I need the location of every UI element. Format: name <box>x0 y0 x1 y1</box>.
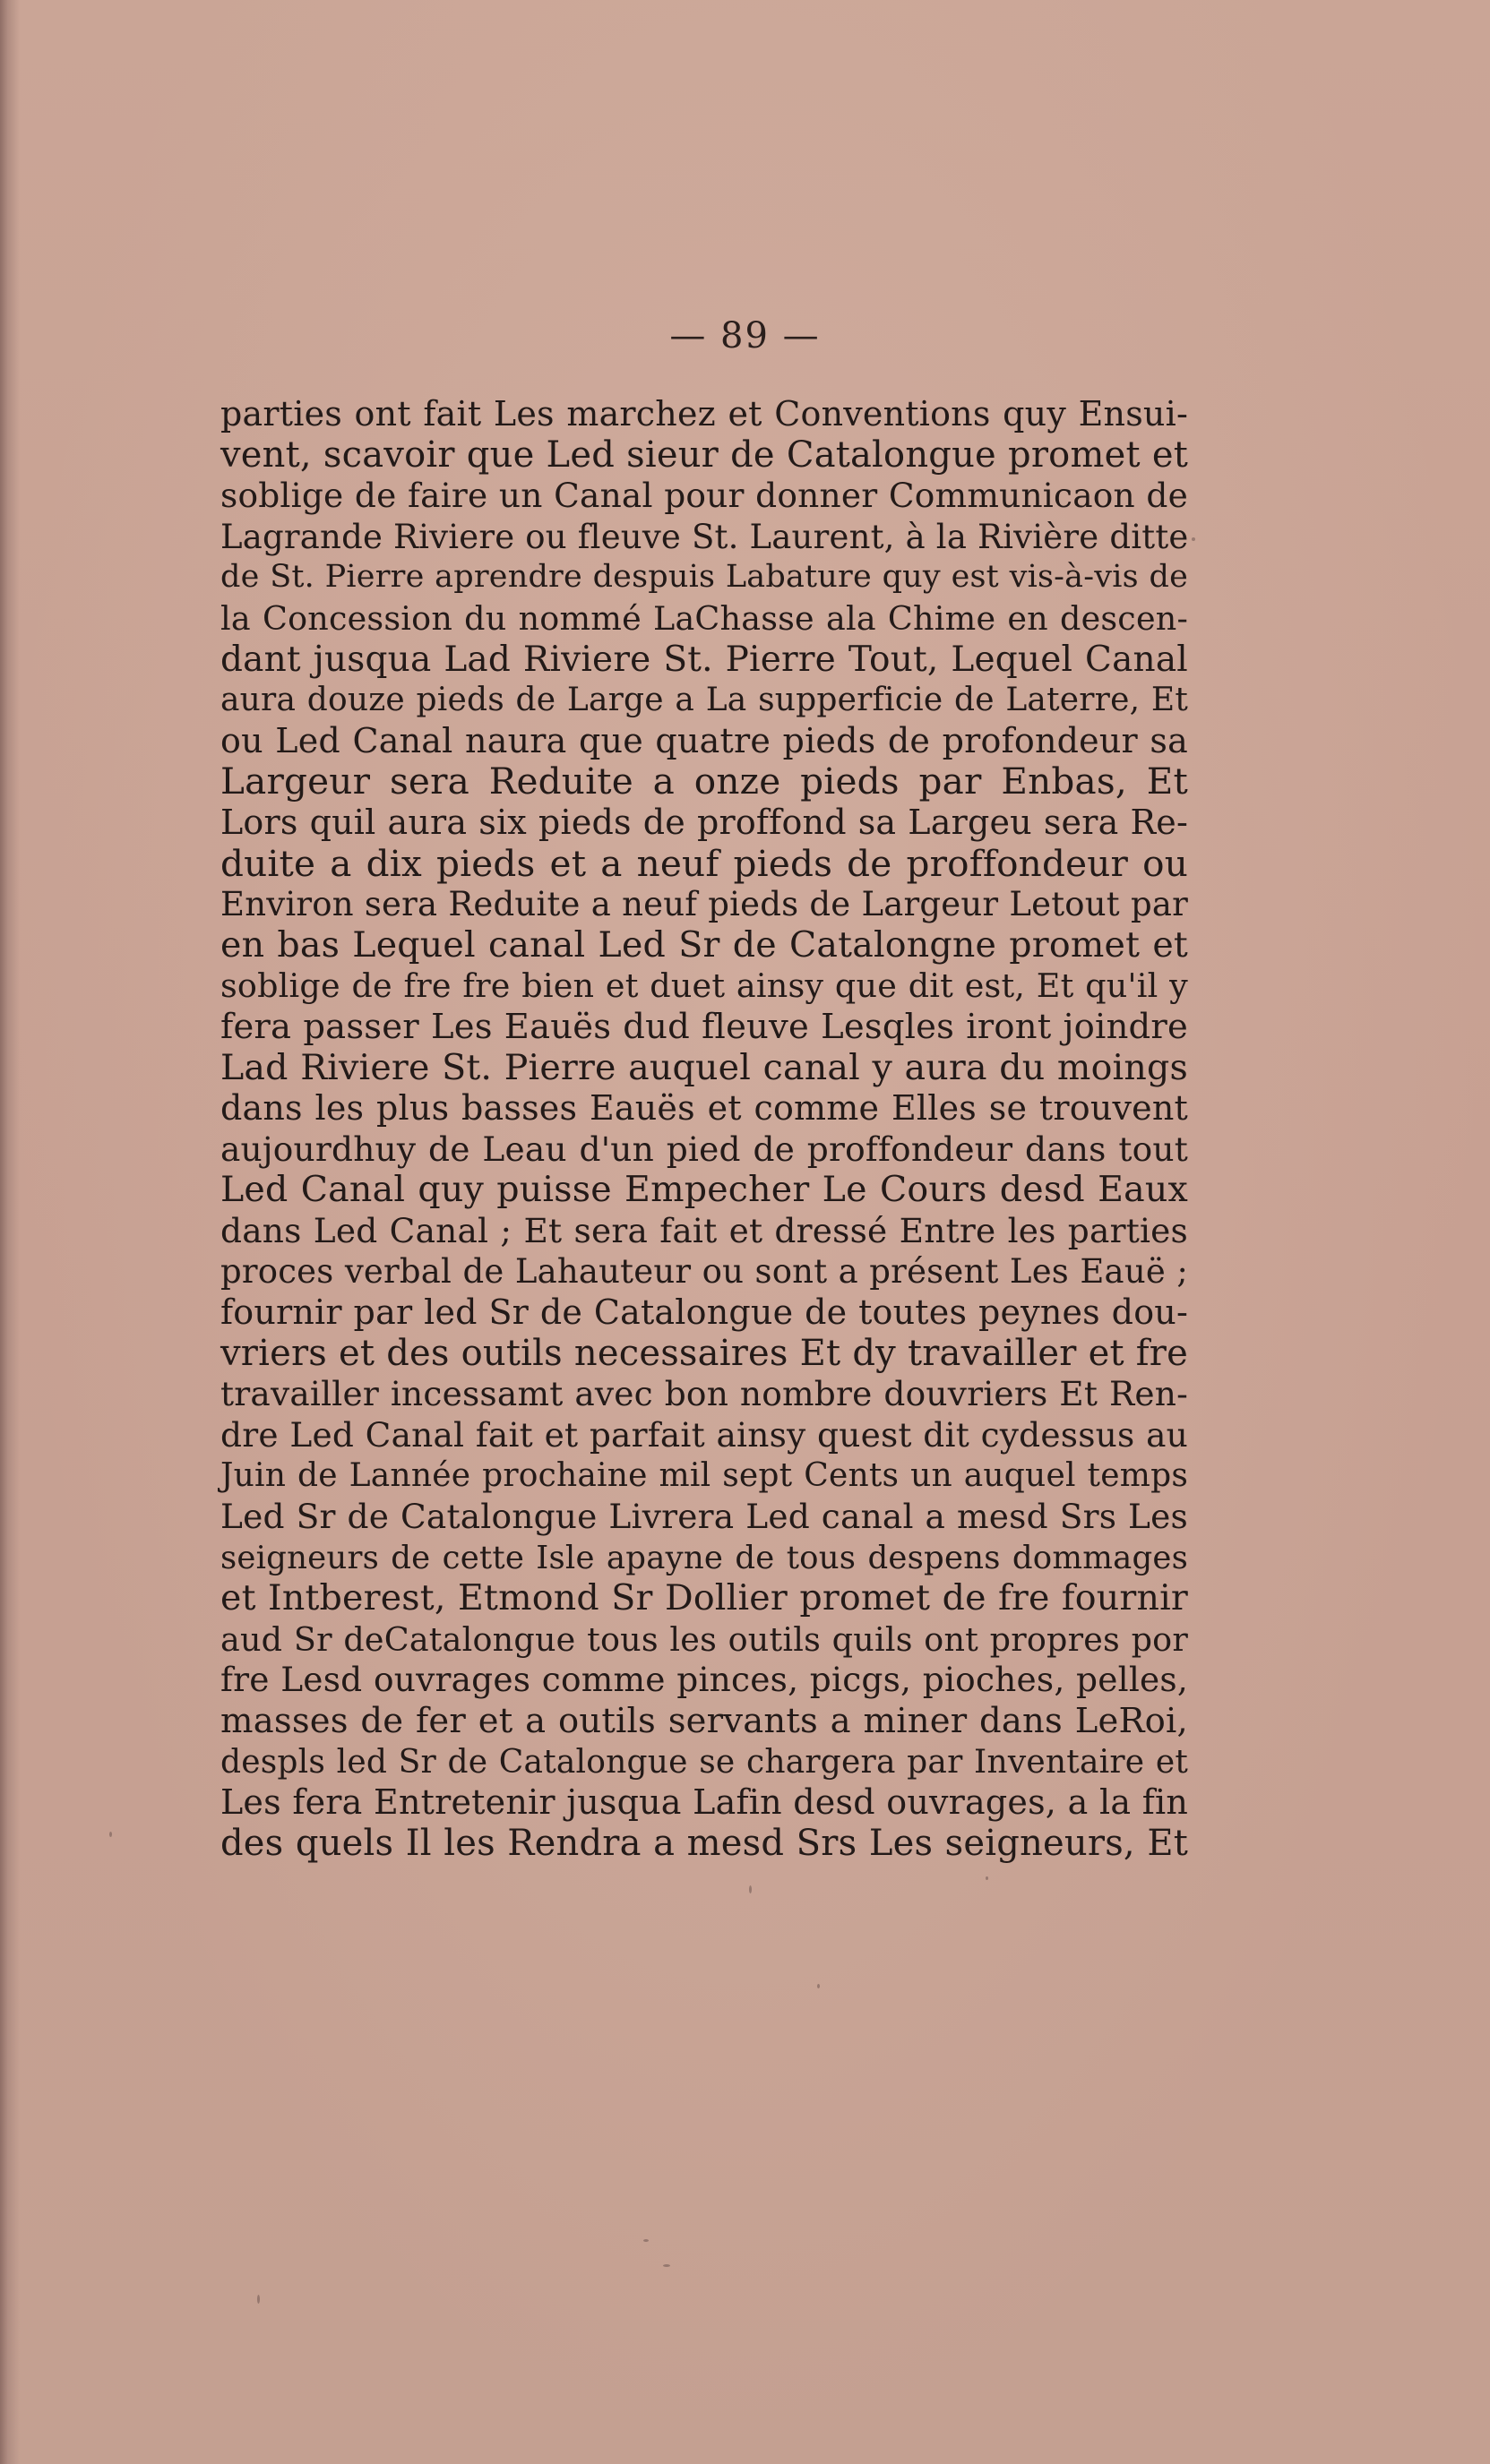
text-line: aud Sr deCatalongue tous les outils quils ont propres por <box>220 1619 1188 1659</box>
text-line: ou Led Canal naura que quatre pieds de profondeur sa <box>220 720 1188 760</box>
text-line: despls led Sr de Catalongue se chargera par Inventaire et <box>220 1743 1188 1781</box>
paper-speck <box>663 2264 670 2267</box>
paper-speck <box>749 1885 752 1893</box>
text-line: aura douze pieds de Large a La supperficie de Laterre, Et <box>220 682 1188 719</box>
text-line: Environ sera Reduite a neuf pieds de Largeur Letout par <box>220 885 1188 924</box>
text-line: dant jusqua Lad Riviere St. Pierre Tout, Lequel Canal <box>220 639 1188 680</box>
text-line: dre Led Canal fait et parfait ainsy quest dit cydessus au <box>220 1414 1188 1455</box>
text-line: des quels Il les Rendra a mesd Srs Les seigneurs, Et <box>220 1822 1188 1864</box>
text-line: fre Lesd ouvrages comme pinces, picgs, pioches, pelles, <box>220 1660 1188 1700</box>
text-line: seigneurs de cette Isle apayne de tous despens dommages <box>220 1539 1188 1576</box>
text-line: fera passer Les Eauës dud fleuve Lesqles iront joindre <box>220 1006 1188 1047</box>
paper-speck <box>643 2239 649 2242</box>
text-line: et Intberest, Etmond Sr Dollier promet de fre fournir <box>220 1577 1188 1619</box>
text-line: aujourdhuy de Leau d'un pied de proffondeur dans tout <box>220 1129 1188 1169</box>
text-line: dans Led Canal ; Et sera fait et dressé Entre les parties <box>220 1210 1188 1250</box>
text-line: Lors quil aura six pieds de proffond sa Largeu sera Re- <box>220 802 1188 842</box>
text-line: vent, scavoir que Led sieur de Catalongue promet et <box>220 434 1188 476</box>
text-line: soblige de fre fre bien et duet ainsy que dit est, Et qu'il y <box>220 966 1188 1006</box>
text-line: duite a dix pieds et a neuf pieds de proffondeur ou <box>220 841 1188 885</box>
text-line: Juin de Lannée prochaine mil sept Cents un auquel temps <box>220 1457 1188 1495</box>
text-line: vriers et des outils necessaires Et dy travailler et fre <box>220 1332 1188 1374</box>
text-line: en bas Lequel canal Led Sr de Catalongne promet et <box>220 923 1188 966</box>
paper-speck <box>1192 537 1195 541</box>
page-binding-edge <box>0 0 20 2464</box>
text-line: Les fera Entretenir jusqua Lafin desd ouvrages, a la fin <box>220 1782 1188 1823</box>
text-line: dans les plus basses Eauës et comme Elles se trouvent <box>220 1088 1188 1129</box>
text-line: Lagrande Riviere ou fleuve St. Laurent, à la Rivière ditte <box>220 517 1189 556</box>
text-line: masses de fer et a outils servants a miner dans LeRoi, <box>220 1701 1188 1741</box>
text-line: Lad Riviere St. Pierre auquel canal y aura du moings <box>220 1046 1188 1088</box>
paper-speck <box>257 2295 260 2304</box>
text-line: Largeur sera Reduite a onze pieds par Enbas, Et <box>220 760 1188 803</box>
text-line: la Concession du nommé LaChasse ala Chime en descen- <box>220 598 1188 638</box>
text-line: proces verbal de Lahauteur ou sont a présent Les Eauë ; <box>220 1252 1188 1292</box>
text-line: Led Canal quy puisse Empecher Le Cours desd Eaux <box>220 1169 1188 1211</box>
paper-speck <box>817 1984 820 1988</box>
paper-speck <box>986 1876 988 1880</box>
paper-speck <box>109 1832 112 1837</box>
page-number: — 89 — <box>669 315 821 356</box>
text-line: travailler incessamt avec bon nombre douvriers Et Ren- <box>220 1374 1188 1414</box>
text-line: Led Sr de Catalongue Livrera Led canal a mesd Srs Les <box>220 1497 1188 1537</box>
text-line: parties ont fait Les marchez et Conventions quy Ensui- <box>220 394 1188 434</box>
text-line: fournir par led Sr de Catalongue de toutes peynes dou- <box>220 1292 1188 1333</box>
body-text <box>220 394 1188 1864</box>
text-line: soblige de faire un Canal pour donner Communicaon de <box>220 476 1188 516</box>
text-line: de St. Pierre aprendre despuis Labature quy est vis-à-vis de <box>220 559 1188 596</box>
